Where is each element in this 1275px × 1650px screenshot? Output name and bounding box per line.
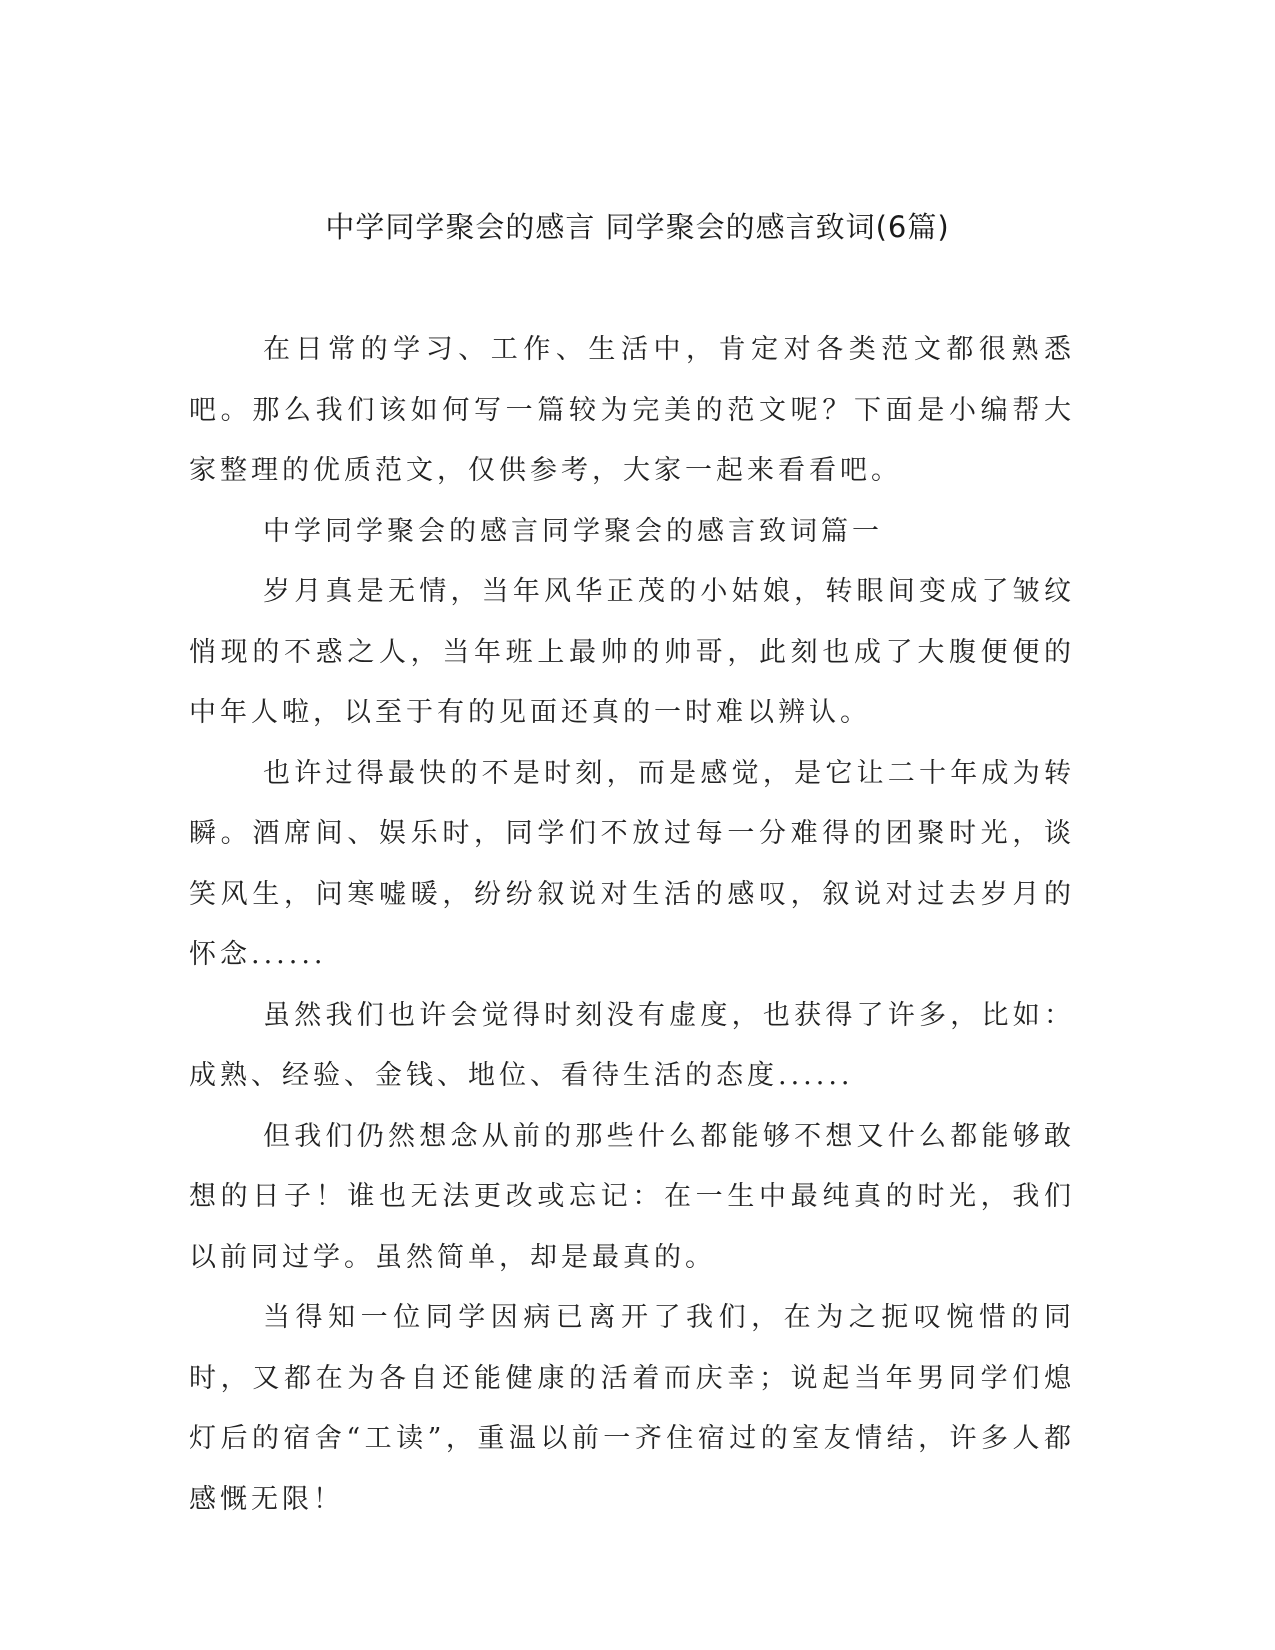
body-paragraph: 但我们仍然想念从前的那些什么都能够不想又什么都能够敢想的日子！谁也无法更改或忘记：在一生中最纯真的时光，我们以前同过学。虽然简单，却是最真的。 <box>189 1120 1075 1273</box>
body-paragraph: 也许过得最快的不是时刻，而是感觉，是它让二十年成为转瞬。酒席间、娱乐时，同学们不放过每一分难得的团聚时光，谈笑风生，问寒嘘暖，纷纷叙说对生活的感叹，叙说对过去岁月的怀念...... <box>189 757 1075 970</box>
body-paragraph: 虽然我们也许会觉得时刻没有虚度，也获得了许多，比如：成熟、经验、金钱、地位、看待生活的态度...... <box>189 999 1075 1091</box>
body-paragraph: 当得知一位同学因病已离开了我们，在为之扼叹惋惜的同时，又都在为各自还能健康的活着而庆幸；说起当年男同学们熄灯后的宿舍“工读”，重温以前一齐住宿过的室友情结，许多人都感慨无限！ <box>189 1302 1075 1515</box>
body-paragraph: 岁月真是无情，当年风华正茂的小姑娘，转眼间变成了皱纹悄现的不惑之人，当年班上最帅的帅哥，此刻也成了大腹便便的中年人啦，以至于有的见面还真的一时难以辨认。 <box>189 576 1075 728</box>
intro-paragraph: 在日常的学习、工作、生活中，肯定对各类范文都很熟悉吧。那么我们该如何写一篇较为完美的范文呢？下面是小编帮大家整理的优质范文，仅供参考，大家一起来看看吧。 <box>189 334 1075 486</box>
section-heading: 中学同学聚会的感言同学聚会的感言致词篇一 <box>263 515 883 547</box>
document-title: 中学同学聚会的感言 同学聚会的感言致词(6篇) <box>325 210 950 244</box>
document-body <box>189 320 1075 1530</box>
